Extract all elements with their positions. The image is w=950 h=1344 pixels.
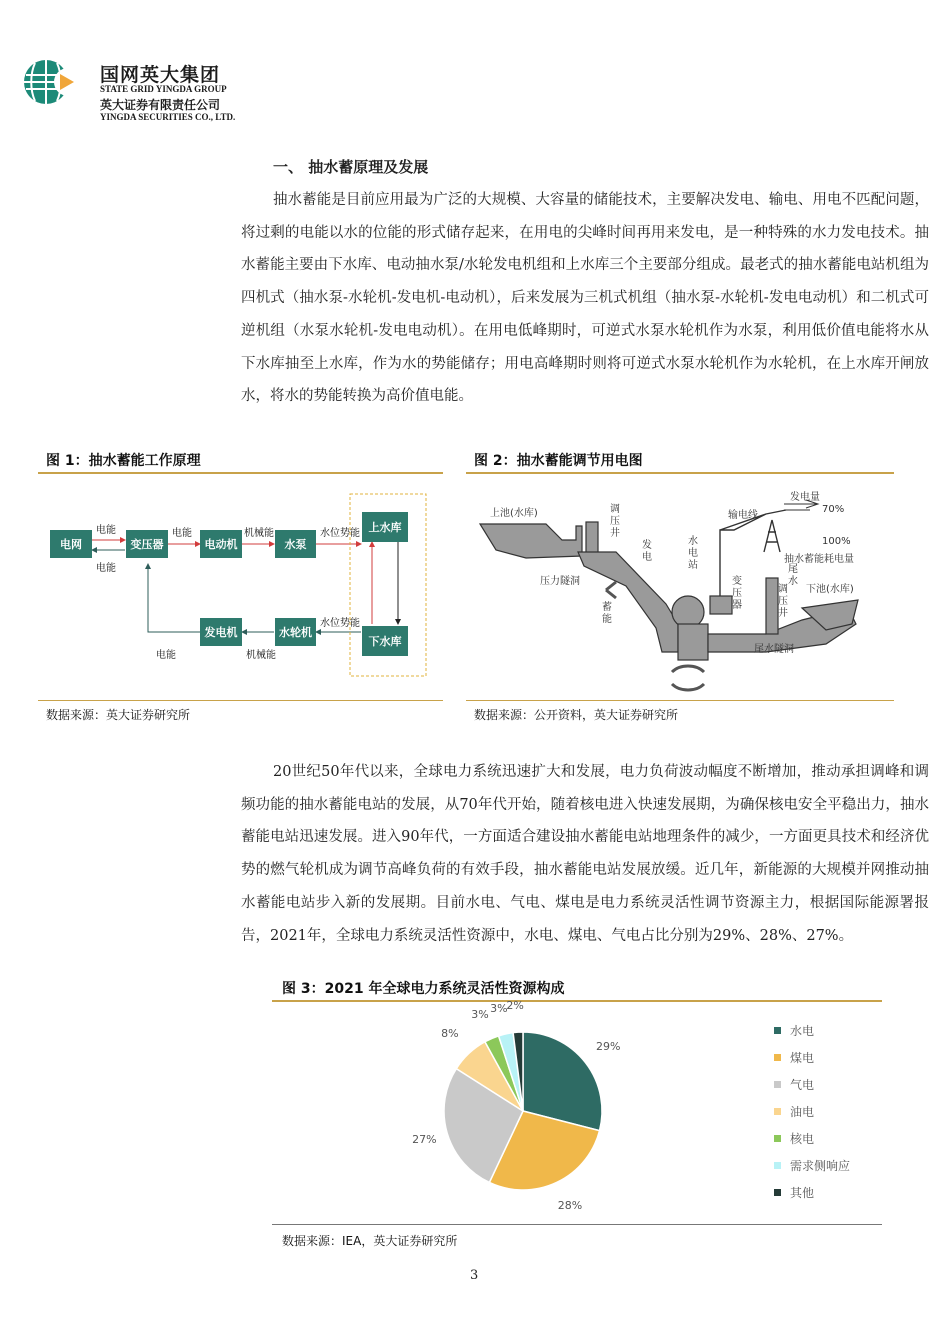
legend-swatch-3 <box>774 1108 781 1115</box>
label-energy-4: 电能 <box>156 650 176 661</box>
legend-item-5 <box>774 1157 850 1174</box>
legend-swatch-2 <box>774 1081 781 1088</box>
label-energy-3: 电能 <box>172 528 192 539</box>
figure-1-bottom-rule <box>38 700 443 701</box>
figure-3-bottom-rule <box>272 1224 882 1225</box>
legend-swatch-4 <box>774 1135 781 1142</box>
legend-item-4 <box>774 1130 814 1147</box>
paragraph-1: 抽水蓄能是目前应用最为广泛的大规模、大容量的储能技术，主要解决发电、输电、用电不匹配问题，将过剩的电能以水的位能的形式储存起来，在用电的尖峰时间再用来发电，是一种特殊的水力发电技术。抽水蓄能主要由下水库、电动抽水泵/水轮发电机组和上水库三个主要部分组成。最老式的抽水蓄能电站机组为四机式（抽水泵-水轮机-发电机-电动机），后来发展为三机式机组（抽水泵-水轮机-发电电动机）和二机式可逆机组（水泵水轮机-发电电动机）。在用电低峰期时，可逆式水泵水轮机作为水泵，利用低价值电能将水从下水库抽至上水库，作为水的势能储存；用电高峰期时则将可逆式水泵水轮机作为水轮机，在上水库开闸放水，将水的势能转换为高价值电能。 <box>241 192 929 405</box>
label-transmission-line: 输电线 <box>728 510 758 521</box>
figure-2-title: 图 2：抽水蓄能调节用电图 <box>474 453 643 469</box>
legend-item-1 <box>774 1049 814 1066</box>
box-motor: 电动机 <box>200 530 242 558</box>
label-pumping-consumption: 抽水蓄能耗电量 <box>784 554 854 565</box>
company-name-cn: 国网英大集团 <box>100 64 221 86</box>
legend-label-5: 需求侧响应 <box>790 1159 851 1173</box>
pie-label-3: 8% <box>441 1027 459 1041</box>
legend-item-3 <box>774 1103 814 1120</box>
label-pressure-tunnel: 压力隧洞 <box>540 576 580 587</box>
figure-2-diagram <box>466 474 894 700</box>
label-tailwater: 尾水 <box>788 564 798 587</box>
label-transformer: 变压器 <box>732 576 742 611</box>
legend-swatch-5 <box>774 1162 781 1169</box>
box-turbine: 水轮机 <box>275 618 316 646</box>
figure-1-diagram <box>38 474 443 700</box>
label-upper-pool: 上池(水库) <box>490 508 538 519</box>
label-energy-2: 电能 <box>96 563 116 574</box>
box-grid: 电网 <box>50 530 92 558</box>
pie-label-4: 3% <box>471 1007 489 1021</box>
legend-item-0 <box>774 1022 814 1039</box>
figure-1-title: 图 1：抽水蓄能工作原理 <box>46 453 201 469</box>
figure-2-source: 数据来源：公开资料，英大证券研究所 <box>474 708 679 722</box>
figure-3-title: 图 3：2021 年全球电力系统灵活性资源构成 <box>282 981 565 997</box>
subsidiary-name-cn: 英大证券有限责任公司 <box>100 98 221 112</box>
label-potential-1: 水位势能 <box>320 528 360 539</box>
section-heading: 一、 抽水蓄原理及发展 <box>273 158 429 176</box>
paragraph-2: 20世纪50年代以来，全球电力系统迅速扩大和发展，电力负荷波动幅度不断增加，推动承担调峰和调频功能的抽水蓄能电站的发展，从70年代开始，随着核电进入快速发展期，为确保核电安全平稳出力，抽水蓄能电站迅速发展。进入90年代，一方面适合建设抽水蓄能电站地理条件的减少，一方面更具技术和经济优势的燃气轮机成为调节高峰负荷的有效手段，抽水蓄能电站发展放缓。近几年，新能源的大规模并网推动抽水蓄能电站步入新的发展期。目前水电、气电、煤电是电力系统灵活性调节资源主力，根据国际能源署报告，2021年，全球电力系统灵活性资源中，水电、煤电、气电占比分别为29%、28%、27%。 <box>241 764 929 944</box>
label-energy-1: 电能 <box>96 525 116 536</box>
legend-label-6: 其他 <box>790 1186 815 1200</box>
label-generate: 发电 <box>642 540 652 563</box>
pie-label-1: 28% <box>557 1199 583 1212</box>
label-potential-2: 水位势能 <box>320 618 360 629</box>
legend-swatch-6 <box>774 1189 781 1196</box>
legend-label-3: 油电 <box>790 1105 815 1119</box>
pie-label-5: 3% <box>490 1001 508 1015</box>
label-100-percent: 100% <box>822 536 851 547</box>
label-surge-tank-2: 调压井 <box>778 584 788 619</box>
label-power-station: 水电站 <box>688 536 698 571</box>
box-transformer: 变压器 <box>126 530 168 558</box>
figure-2-bottom-rule <box>466 700 894 701</box>
label-store: 蓄能 <box>602 602 612 625</box>
state-grid-logo-icon <box>22 58 92 108</box>
legend-swatch-1 <box>774 1054 781 1061</box>
figure-3-source: 数据来源：IEA，英大证券研究所 <box>282 1234 458 1248</box>
label-mechanical-2: 机械能 <box>246 650 276 661</box>
legend-swatch-0 <box>774 1027 781 1034</box>
label-mechanical-1: 机械能 <box>244 528 274 539</box>
pie-label-6: 2% <box>506 999 524 1013</box>
figure-3-chart <box>272 999 882 1222</box>
legend-item-2 <box>774 1076 814 1093</box>
legend-label-2: 气电 <box>790 1078 815 1092</box>
box-lower-reservoir: 下水库 <box>362 626 408 656</box>
subsidiary-name-en: YINGDA SECURITIES CO., LTD. <box>100 112 236 122</box>
box-generator: 发电机 <box>200 618 242 646</box>
pie-label-0: 29% <box>595 1039 621 1053</box>
label-generation-amount: 发电量 <box>790 492 820 503</box>
label-surge-tank-1: 调压井 <box>610 504 620 539</box>
legend-label-0: 水电 <box>790 1024 815 1038</box>
label-tailwater-tunnel: 尾水隧洞 <box>754 644 794 655</box>
pie-label-2: 27% <box>412 1133 437 1147</box>
label-70-percent: 70% <box>822 504 845 515</box>
legend-label-4: 核电 <box>790 1132 815 1146</box>
legend-item-6 <box>774 1184 814 1201</box>
figure-1-arrows <box>38 474 443 700</box>
box-upper-reservoir: 上水库 <box>362 512 408 542</box>
page-number: 3 <box>470 1268 479 1283</box>
company-name-en: STATE GRID YINGDA GROUP <box>100 84 227 94</box>
figure-1-source: 数据来源：英大证券研究所 <box>46 708 191 722</box>
legend-label-1: 煤电 <box>790 1051 815 1065</box>
box-pump: 水泵 <box>275 530 316 558</box>
label-lower-pool: 下池(水库) <box>806 584 854 595</box>
